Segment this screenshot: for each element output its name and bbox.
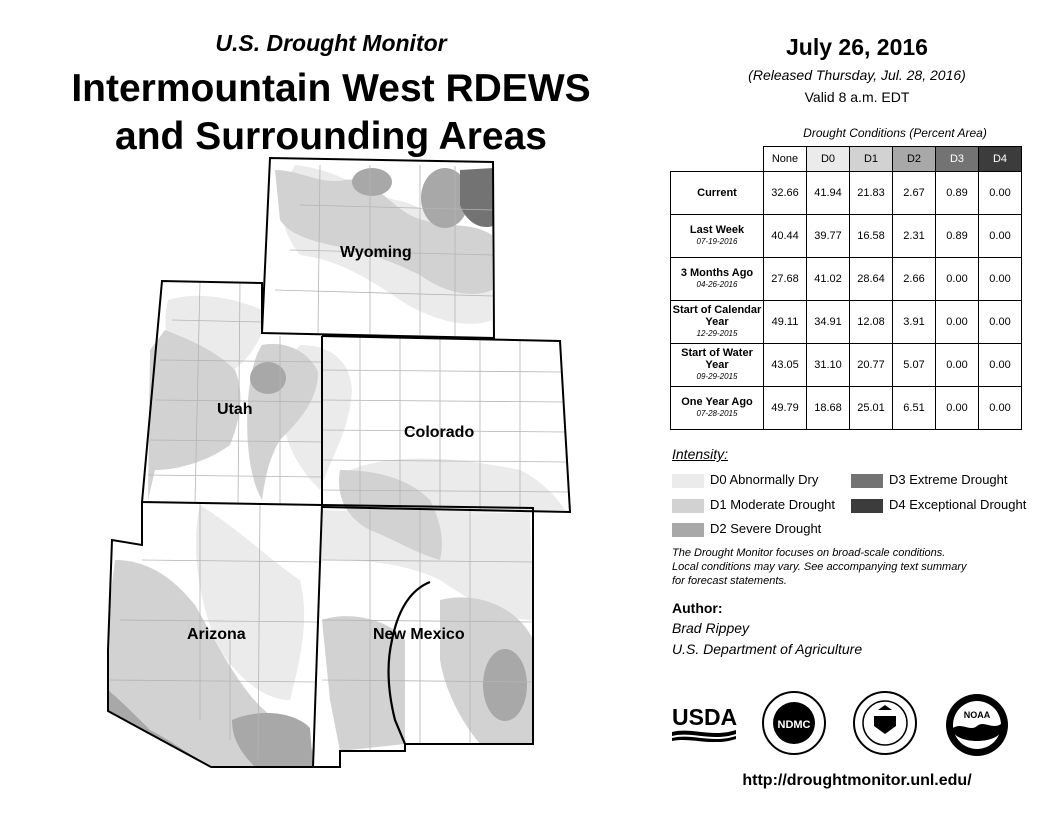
row-label <box>671 215 764 258</box>
table-cell: 0.00 <box>979 301 1022 344</box>
legend-swatch-d3 <box>851 474 883 488</box>
table-cell: 2.66 <box>893 258 936 301</box>
state-label-colorado: Colorado <box>404 424 475 441</box>
row-date: 09-29-2015 <box>696 372 738 381</box>
column-header-d2: D2 <box>893 147 936 172</box>
table-cell: 18.68 <box>807 387 850 430</box>
table-cell: 6.51 <box>893 387 936 430</box>
table-cell: 2.67 <box>893 172 936 215</box>
row-label <box>671 301 764 344</box>
noaa-logo-text: NOAA <box>963 710 991 720</box>
row-label <box>671 344 764 387</box>
table-cell: 34.91 <box>807 301 850 344</box>
column-header-none: None <box>764 147 807 172</box>
row-label-text: Start of Calendar Year <box>672 304 762 328</box>
table-cell: 31.10 <box>807 344 850 387</box>
author-organization: U.S. Department of Agriculture <box>672 641 863 657</box>
table-cell: 20.77 <box>850 344 893 387</box>
commerce-seal-logo <box>852 690 918 756</box>
table-row <box>671 258 1022 301</box>
table-cell: 2.31 <box>893 215 936 258</box>
row-label <box>671 258 764 301</box>
table-cell: 49.79 <box>764 387 807 430</box>
note-line: The Drought Monitor focuses on broad-scale conditions. <box>672 547 946 559</box>
legend-swatch-d1 <box>672 499 704 513</box>
table-cell: 21.83 <box>850 172 893 215</box>
legend-item-d3 <box>851 472 1008 488</box>
column-header-d3: D3 <box>936 147 979 172</box>
table-cell: 0.89 <box>936 172 979 215</box>
table-cell: 49.11 <box>764 301 807 344</box>
state-label-new-mexico: New Mexico <box>373 626 465 643</box>
table-cell: 5.07 <box>893 344 936 387</box>
table-cell: 16.58 <box>850 215 893 258</box>
table-cell: 0.00 <box>979 344 1022 387</box>
legend-item-d2 <box>672 521 821 537</box>
column-header-d1: D1 <box>850 147 893 172</box>
column-header-d0: D0 <box>807 147 850 172</box>
release-date: (Released Thursday, Jul. 28, 2016) <box>748 67 966 83</box>
table-cell: 0.00 <box>936 387 979 430</box>
map-date: July 26, 2016 <box>786 34 928 60</box>
disclaimer-note <box>672 546 1032 588</box>
table-row <box>671 387 1022 430</box>
legend-label-d3: D3 Extreme Drought <box>889 472 1008 487</box>
table-cell: 41.94 <box>807 172 850 215</box>
state-label-utah: Utah <box>217 401 253 418</box>
legend-heading: Intensity: <box>672 446 729 462</box>
row-date: 07-28-2015 <box>696 409 738 418</box>
table-row <box>671 172 1022 215</box>
ndmc-logo <box>761 690 827 756</box>
valid-time: Valid 8 a.m. EDT <box>804 89 910 105</box>
note-line: Local conditions may vary. See accompanying text summary <box>672 561 967 573</box>
author-heading: Author: <box>672 600 723 616</box>
map-title-line1: Intermountain West RDEWS <box>71 67 591 110</box>
legend-label-d1: D1 Moderate Drought <box>710 497 836 512</box>
legend-item-d0 <box>672 472 818 488</box>
row-label-text: Start of Water Year <box>681 347 753 371</box>
row-label <box>671 387 764 430</box>
table-cell: 32.66 <box>764 172 807 215</box>
legend-item-d4 <box>851 497 1026 513</box>
table-cell: 41.02 <box>807 258 850 301</box>
legend-item-d1 <box>672 497 835 513</box>
row-label-text: One Year Ago <box>681 396 753 408</box>
table-cell: 0.00 <box>936 301 979 344</box>
table-cell: 27.68 <box>764 258 807 301</box>
website-url: http://droughtmonitor.unl.edu/ <box>742 772 972 789</box>
table-cell: 0.00 <box>936 344 979 387</box>
legend-label-d2: D2 Severe Drought <box>710 521 822 536</box>
table-row <box>671 301 1022 344</box>
row-date: 12-29-2015 <box>696 329 738 338</box>
note-line: for forecast statements. <box>672 575 787 587</box>
table-cell: 0.00 <box>936 258 979 301</box>
row-label-text: Last Week <box>689 224 745 236</box>
table-cell: 28.64 <box>850 258 893 301</box>
author-name: Brad Rippey <box>672 620 750 636</box>
row-date: 07-19-2016 <box>696 237 738 246</box>
ndmc-logo-text: NDMC <box>777 719 811 731</box>
table-cell: 0.89 <box>936 215 979 258</box>
table-cell: 43.05 <box>764 344 807 387</box>
state-label-arizona: Arizona <box>187 626 246 643</box>
legend-swatch-d2 <box>672 523 704 537</box>
legend-label-d0: D0 Abnormally Dry <box>710 472 819 487</box>
legend-swatch-d4 <box>851 499 883 513</box>
drought-conditions-table <box>670 146 1022 430</box>
row-label <box>671 172 764 215</box>
table-cell: 39.77 <box>807 215 850 258</box>
table-cell: 0.00 <box>979 387 1022 430</box>
usda-logo <box>672 702 738 742</box>
state-label-wyoming: Wyoming <box>340 244 412 261</box>
usda-logo-text: USDA <box>672 704 738 730</box>
table-cell: 40.44 <box>764 215 807 258</box>
table-cell: 0.00 <box>979 258 1022 301</box>
map-title-line2: and Surrounding Areas <box>115 115 547 158</box>
table-cell: 25.01 <box>850 387 893 430</box>
table-cell: 0.00 <box>979 215 1022 258</box>
table-cell: 12.08 <box>850 301 893 344</box>
table-caption: Drought Conditions (Percent Area) <box>803 126 987 140</box>
table-header-row <box>671 147 1022 172</box>
legend-label-d4: D4 Exceptional Drought <box>889 497 1027 512</box>
table-cell: 0.00 <box>979 172 1022 215</box>
table-row <box>671 215 1022 258</box>
row-label-text: Current <box>697 187 737 199</box>
table-corner <box>671 147 764 172</box>
legend-swatch-d0 <box>672 474 704 488</box>
column-header-d4: D4 <box>979 147 1022 172</box>
row-label-text: 3 Months Ago <box>680 267 754 279</box>
map-subtitle: U.S. Drought Monitor <box>215 30 447 56</box>
table-row <box>671 344 1022 387</box>
table-cell: 3.91 <box>893 301 936 344</box>
noaa-logo <box>944 692 1010 758</box>
row-date: 04-26-2016 <box>696 280 738 289</box>
